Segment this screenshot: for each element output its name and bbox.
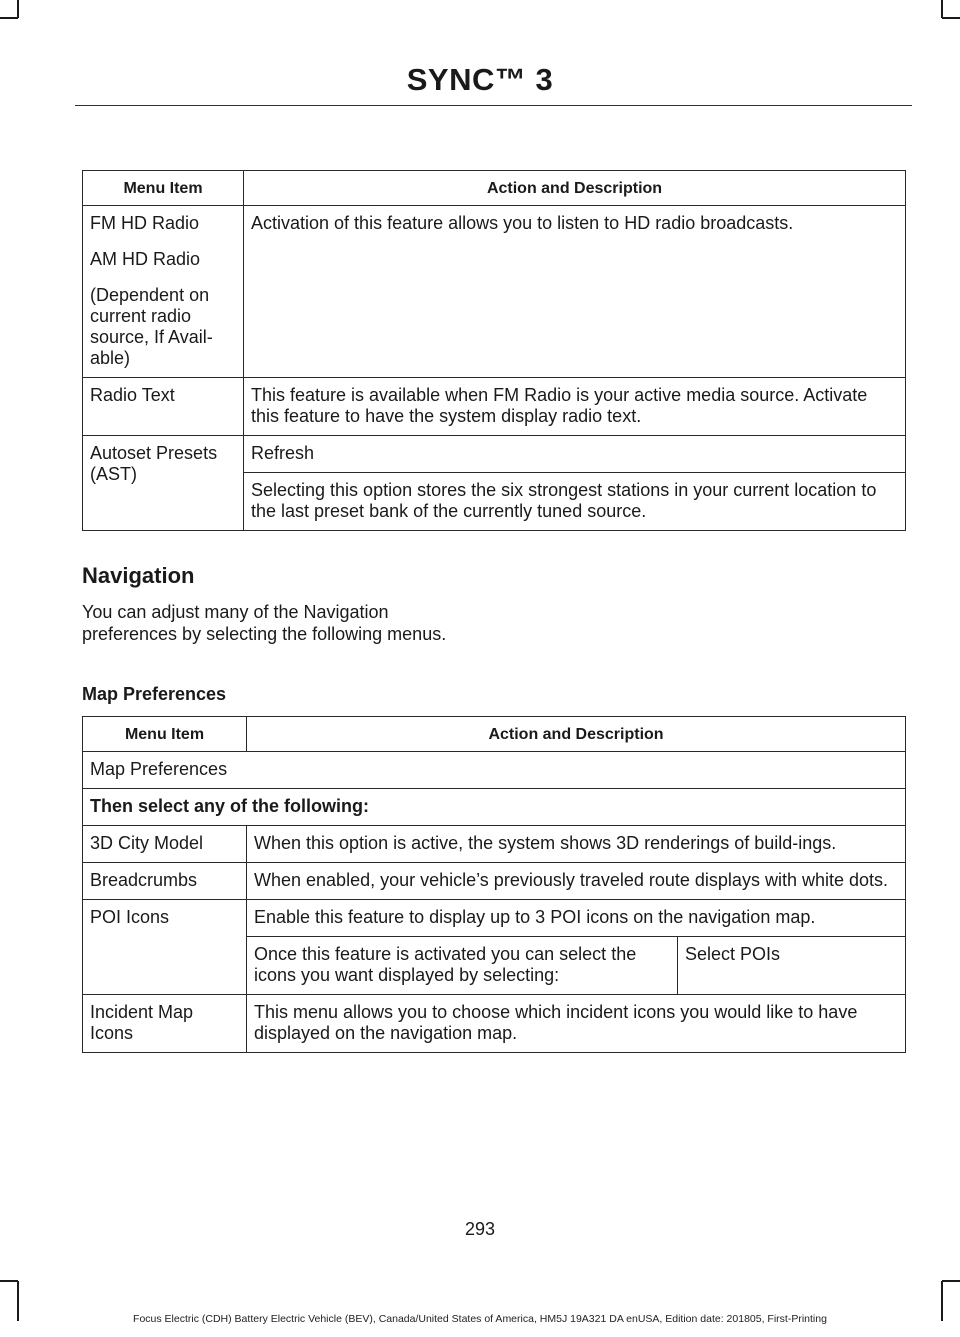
description-cell: When this option is active, the system shows 3D renderings of build-ings.: [247, 826, 906, 863]
menu-item-cell: 3D City Model: [83, 826, 247, 863]
value-cell: Select POIs: [678, 937, 906, 995]
table-header-row: [83, 717, 906, 752]
document-info: Focus Electric (CDH) Battery Electric Vehicle (BEV), Canada/United States of America, HM5J 19A321 DA enUSA, Edition date: 201805, First-Printing: [133, 1313, 827, 1325]
description-cell: Refresh: [244, 436, 906, 473]
radio-settings-table: [82, 170, 906, 531]
menu-item-cell: Autoset Presets (AST): [83, 436, 244, 531]
menu-item-cell: Incident Map Icons: [83, 995, 247, 1053]
menu-item-text: AM HD Radio: [90, 249, 201, 269]
column-header-menu-item: Menu Item: [83, 171, 244, 206]
section-intro: You can adjust many of the Navigation preferences by selecting the following menus.: [82, 602, 447, 644]
page-number: 293: [464, 1219, 496, 1239]
description-cell: When enabled, your vehicle’s previously traveled route displays with white dots.: [247, 863, 906, 900]
menu-item-cell: POI Icons: [83, 900, 247, 995]
column-header-menu-item: Menu Item: [83, 717, 247, 752]
page-title: SYNC™ 3: [406, 62, 554, 97]
description-cell: This menu allows you to choose which incident icons you would like to have displayed on the navigation map.: [247, 995, 906, 1053]
span-cell-bold: Then select any of the following:: [83, 789, 906, 826]
menu-item-note: (Dependent on current radio source, If Avail-able): [90, 285, 213, 368]
map-preferences-table: [82, 716, 906, 1053]
table-row: [83, 789, 906, 826]
crop-mark: [17, 0, 19, 18]
table-row: [83, 863, 906, 900]
section-heading: Navigation: [82, 563, 195, 588]
column-header-action: Action and Description: [244, 171, 906, 206]
table-row: [83, 752, 906, 789]
crop-mark: [0, 17, 18, 19]
table-row: [83, 900, 906, 937]
crop-mark: [942, 17, 960, 19]
column-header-action: Action and Description: [247, 717, 906, 752]
crop-mark: [942, 1280, 960, 1282]
table-row: [83, 206, 906, 378]
table-row: [83, 436, 906, 473]
description-cell: Selecting this option stores the six strongest stations in your current location to the last preset bank of the currently tuned source.: [244, 473, 906, 531]
description-cell: Activation of this feature allows you to listen to HD radio broadcasts.: [244, 206, 906, 378]
menu-item-cell: Radio Text: [83, 378, 244, 436]
table-row: [83, 826, 906, 863]
crop-mark: [0, 1280, 18, 1282]
description-cell: Once this feature is activated you can select the icons you want displayed by selecting:: [247, 937, 678, 995]
header-divider: [75, 105, 912, 106]
crop-mark: [941, 0, 943, 18]
description-cell: This feature is available when FM Radio is your active media source. Activate this feature to have the system display radio text.: [244, 378, 906, 436]
table-header-row: [83, 171, 906, 206]
menu-item-text: FM HD Radio: [90, 213, 200, 233]
subsection-heading: Map Preferences: [82, 684, 227, 704]
menu-item-cell: [83, 206, 244, 378]
span-cell: Map Preferences: [83, 752, 906, 789]
menu-item-cell: Breadcrumbs: [83, 863, 247, 900]
table-row: [83, 378, 906, 436]
description-cell: Enable this feature to display up to 3 POI icons on the navigation map.: [247, 900, 906, 937]
table-row: [83, 995, 906, 1053]
